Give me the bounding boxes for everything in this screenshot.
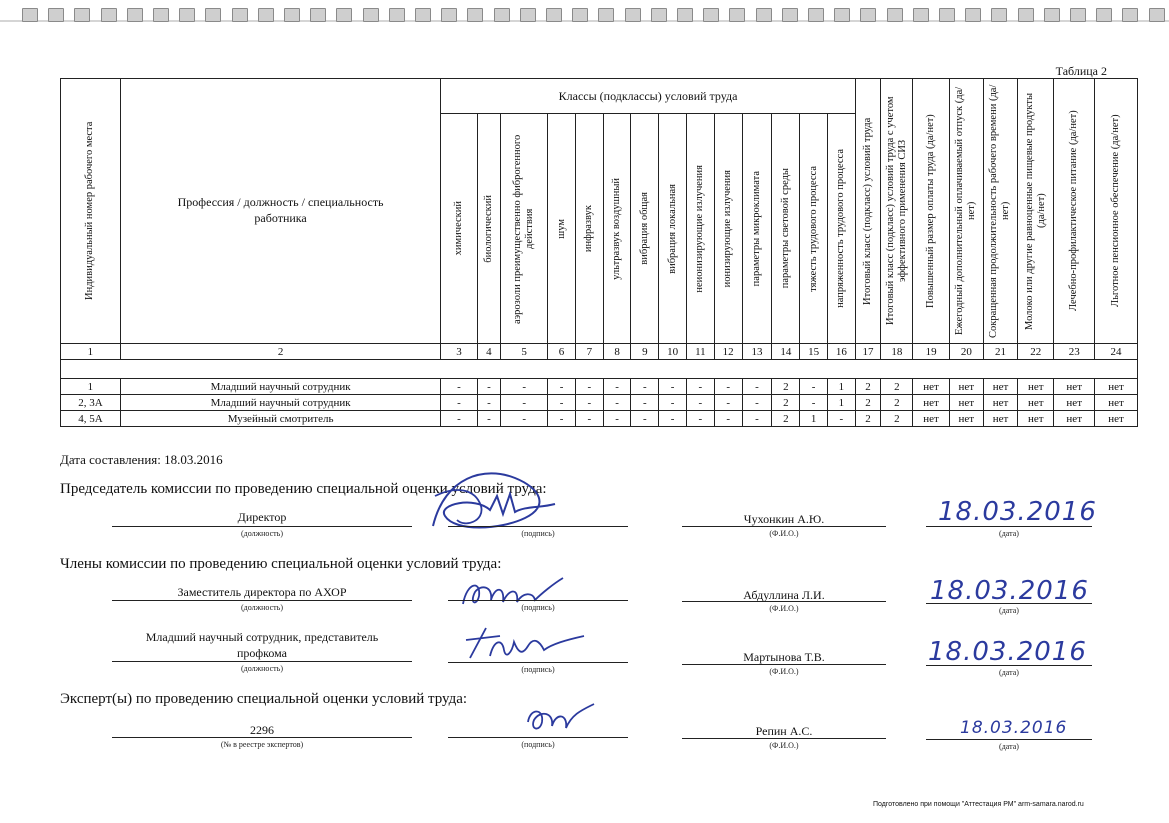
table-cell: - [575, 411, 603, 427]
member-2-position-line2: профкома [236, 646, 288, 660]
column-number: 16 [827, 344, 855, 360]
binder-strip [0, 0, 1169, 30]
table-cell: нет [1054, 395, 1095, 411]
column-number: 6 [548, 344, 576, 360]
header-extra-leave: Ежегодный дополнительный оплачиваемый отпуск (да/ нет) [949, 79, 983, 344]
table-cell: - [631, 395, 659, 411]
table-row [61, 411, 1138, 427]
table-cell: нет [1095, 379, 1138, 395]
binder-hole [913, 8, 929, 22]
table-cell: - [687, 411, 715, 427]
column-number: 9 [631, 344, 659, 360]
member-1-name-caption: (Ф.И.О.) [769, 604, 799, 613]
header-factor-severity: тяжесть трудового процесса [800, 114, 828, 344]
table-cell: нет [983, 411, 1017, 427]
header-final-class: Итоговый класс (подкласс) условий труда [855, 79, 881, 344]
chairman-signature-caption: (подпись) [521, 529, 555, 538]
binder-hole [1149, 8, 1165, 22]
table-cell: - [603, 411, 631, 427]
table-cell: 2 [772, 379, 800, 395]
table-cell: - [742, 379, 772, 395]
column-number: 4 [477, 344, 501, 360]
expert-name-caption: (Ф.И.О.) [769, 741, 799, 750]
expert-registry-line [112, 737, 412, 738]
table-cell: - [714, 395, 742, 411]
binder-hole [1096, 8, 1112, 22]
member-1-signature-caption: (подпись) [521, 603, 555, 612]
expert-registry-number: 2296 [250, 723, 274, 737]
table-cell: нет [1095, 411, 1138, 427]
profession-cell: Музейный смотритель [120, 411, 441, 427]
member-2-date-line [926, 665, 1092, 666]
header-factor-ultrasound: ультразвук воздушный [603, 114, 631, 344]
table-cell: 2 [881, 379, 913, 395]
table-cell: нет [913, 411, 949, 427]
table-cell: - [714, 379, 742, 395]
member-1-position-line [112, 600, 412, 601]
binder-hole [467, 8, 483, 22]
column-number: 2 [120, 344, 441, 360]
table-cell: - [659, 395, 687, 411]
table-cell: нет [913, 379, 949, 395]
table-cell: - [603, 379, 631, 395]
header-pension: Льготное пенсионное обеспечение (да/нет) [1095, 79, 1138, 344]
member-2-position-caption: (должность) [241, 664, 283, 673]
binder-hole [22, 8, 38, 22]
table-cell: - [687, 379, 715, 395]
member-2-position-line [112, 661, 412, 662]
header-final-class-siz: Итоговый класс (подкласс) условий труда с учетом эффективного применения СИЗ [881, 79, 913, 344]
binder-hole [336, 8, 352, 22]
table-cell: - [603, 395, 631, 411]
header-extra-pay: Повышенный размер оплаты труда (да/нет) [913, 79, 949, 344]
table-cell: 2 [855, 395, 881, 411]
table-cell: 2 [772, 395, 800, 411]
table-cell: нет [949, 395, 983, 411]
table-cell: 1 [827, 395, 855, 411]
chairman-heading: Председатель комиссии по проведению специальной оценки условий труда: [60, 481, 547, 497]
table-cell: - [714, 411, 742, 427]
binder-hole [572, 8, 588, 22]
expert-date-caption: (дата) [999, 742, 1019, 751]
binder-hole [363, 8, 379, 22]
column-number: 19 [913, 344, 949, 360]
binder-hole [1122, 8, 1138, 22]
member-1-name-line [682, 601, 886, 602]
table-cell: - [548, 411, 576, 427]
chairman-position-caption: (должность) [241, 529, 283, 538]
column-number: 11 [687, 344, 715, 360]
header-factor-infrasound: инфразвук [575, 114, 603, 344]
binder-hole [389, 8, 405, 22]
column-number: 21 [983, 344, 1017, 360]
column-number: 3 [441, 344, 477, 360]
member-1-position-caption: (должность) [241, 603, 283, 612]
binder-hole [48, 8, 64, 22]
members-heading: Члены комиссии по проведению специальной оценки условий труда: [60, 556, 502, 572]
table-cell: - [631, 411, 659, 427]
table-cell: нет [1018, 379, 1054, 395]
header-milk: Молоко или другие равноценные пищевые продукты (да/нет) [1018, 79, 1054, 344]
column-number: 8 [603, 344, 631, 360]
chairman-name-caption: (Ф.И.О.) [769, 529, 799, 538]
software-footnote: Подготовлено при помощи "Аттестация РМ" arm-samara.narod.ru [873, 801, 1084, 808]
member-2-signature [460, 622, 590, 666]
expert-heading: Эксперт(ы) по проведению специальной оценки условий труда: [60, 691, 468, 707]
expert-date-line [926, 739, 1092, 740]
binder-hole [887, 8, 903, 22]
header-factor-intensity: напряженность трудового процесса [827, 114, 855, 344]
table-cell: 1 [800, 411, 828, 427]
workplace-number-cell: 1 [61, 379, 121, 395]
column-number: 13 [742, 344, 772, 360]
table-cell: нет [1018, 395, 1054, 411]
attestation-table [60, 78, 1138, 427]
binder-hole [415, 8, 431, 22]
table-cell: - [800, 379, 828, 395]
chairman-date-caption: (дата) [999, 529, 1019, 538]
column-number: 5 [501, 344, 548, 360]
expert-date: 18.03.2016 [960, 718, 1068, 738]
header-factor-vibration-local: вибрация локальная [659, 114, 687, 344]
table-row [61, 395, 1138, 411]
workplace-number-cell: 2, 3А [61, 395, 121, 411]
column-number: 15 [800, 344, 828, 360]
binder-hole [1044, 8, 1060, 22]
chairman-name: Чухонкин А.Ю. [743, 512, 825, 526]
header-factor-chemical: химический [441, 114, 477, 344]
table-cell: нет [1018, 411, 1054, 427]
expert-name: Репин А.С. [755, 724, 813, 738]
header-factor-vibration-general: вибрация общая [631, 114, 659, 344]
table-cell: нет [983, 395, 1017, 411]
binder-hole [625, 8, 641, 22]
table-cell: - [800, 395, 828, 411]
member-2-signature-line [448, 662, 628, 663]
member-2-name-line [682, 664, 886, 665]
binder-hole [310, 8, 326, 22]
column-number-row [61, 344, 1138, 360]
table-cell: - [477, 379, 501, 395]
workplace-number-cell: 4, 5А [61, 411, 121, 427]
table-cell: - [501, 379, 548, 395]
binder-hole [284, 8, 300, 22]
binder-hole [205, 8, 221, 22]
table-cell: нет [983, 379, 1017, 395]
table-cell: - [742, 411, 772, 427]
table-cell: - [659, 379, 687, 395]
column-number: 23 [1054, 344, 1095, 360]
member-1-name: Абдуллина Л.И. [743, 588, 825, 602]
member-1-date-caption: (дата) [999, 606, 1019, 615]
expert-registry-caption: (№ в реестре экспертов) [220, 740, 304, 749]
table-cell: нет [913, 395, 949, 411]
table-cell: нет [949, 411, 983, 427]
column-number: 10 [659, 344, 687, 360]
blank-row [61, 360, 1138, 379]
table-cell: 2 [772, 411, 800, 427]
binder-hole [834, 8, 850, 22]
header-factor-microclimate: параметры микроклимата [742, 114, 772, 344]
binder-hole [965, 8, 981, 22]
table-cell: - [501, 411, 548, 427]
binder-hole [179, 8, 195, 22]
table-cell: нет [1054, 379, 1095, 395]
member-2-date: 18.03.2016 [928, 637, 1087, 667]
expert-signature-line [448, 737, 628, 738]
column-number: 18 [881, 344, 913, 360]
binder-hole [74, 8, 90, 22]
expert-name-line [682, 738, 886, 739]
binder-hole [677, 8, 693, 22]
table-cell: 1 [827, 379, 855, 395]
member-2-signature-caption: (подпись) [521, 665, 555, 674]
compilation-date: Дата составления: 18.03.2016 [60, 452, 223, 467]
binder-hole [756, 8, 772, 22]
header-workplace-number: Индивидуальный номер рабочего места [61, 79, 121, 344]
member-2-name-caption: (Ф.И.О.) [769, 667, 799, 676]
member-2-date-caption: (дата) [999, 668, 1019, 677]
member-2-position-line1: Младший научный сотрудник, представитель [145, 630, 379, 644]
binder-hole [991, 8, 1007, 22]
header-profession: Профессия / должность / специальность работника [120, 79, 441, 344]
member-1-position: Заместитель директора по АХОР [177, 585, 347, 599]
column-number: 1 [61, 344, 121, 360]
table-cell: - [441, 411, 477, 427]
member-1-signature-line [448, 600, 628, 601]
column-number: 24 [1095, 344, 1138, 360]
binder-hole [729, 8, 745, 22]
table-cell: - [742, 395, 772, 411]
profession-cell: Младший научный сотрудник [120, 379, 441, 395]
header-factor-ionizing: ионизирующие излучения [714, 114, 742, 344]
table-cell: нет [1054, 411, 1095, 427]
chairman-date: 18.03.2016 [938, 497, 1097, 527]
column-number: 22 [1018, 344, 1054, 360]
table-cell: нет [949, 379, 983, 395]
chairman-position-line [112, 526, 412, 527]
table-cell: - [687, 395, 715, 411]
binder-hole [598, 8, 614, 22]
binder-hole [232, 8, 248, 22]
binder-hole [153, 8, 169, 22]
table-cell: 2 [881, 395, 913, 411]
header-factor-noise: шум [548, 114, 576, 344]
column-number: 17 [855, 344, 881, 360]
table-cell: - [441, 379, 477, 395]
binder-hole [441, 8, 457, 22]
table-cell: - [477, 395, 501, 411]
table-cell: - [501, 395, 548, 411]
column-number: 7 [575, 344, 603, 360]
header-reduced-time: Сокращенная продолжительность рабочего времени (да/нет) [983, 79, 1017, 344]
chairman-date-line [926, 526, 1092, 527]
binder-hole [703, 8, 719, 22]
member-1-date: 18.03.2016 [930, 576, 1089, 606]
table-cell: - [548, 395, 576, 411]
binder-hole [782, 8, 798, 22]
chairman-position: Директор [237, 510, 287, 524]
table-cell: 2 [855, 379, 881, 395]
table-cell: - [659, 411, 687, 427]
header-classes-group: Классы (подклассы) условий труда [441, 79, 855, 114]
table-cell: - [827, 411, 855, 427]
binder-hole [101, 8, 117, 22]
header-factor-biological: биологический [477, 114, 501, 344]
binder-hole [546, 8, 562, 22]
chairman-signature-line [448, 526, 628, 527]
member-2-name: Мартынова Т.В. [743, 650, 825, 664]
member-1-date-line [926, 603, 1092, 604]
binder-hole [939, 8, 955, 22]
expert-signature [520, 700, 600, 740]
table-cell: - [477, 411, 501, 427]
column-number: 12 [714, 344, 742, 360]
table-row [61, 379, 1138, 395]
column-number: 20 [949, 344, 983, 360]
binder-hole [651, 8, 667, 22]
header-factor-light: параметры световой среды [772, 114, 800, 344]
column-number: 14 [772, 344, 800, 360]
table-cell: - [441, 395, 477, 411]
binder-hole [258, 8, 274, 22]
binder-hole [127, 8, 143, 22]
profession-cell: Младший научный сотрудник [120, 395, 441, 411]
binder-hole [494, 8, 510, 22]
header-factor-aerosols: аэрозоли преимущественно фиброгенного действия [501, 114, 548, 344]
table-cell: - [548, 379, 576, 395]
table-cell: нет [1095, 395, 1138, 411]
header-nutrition: Лечебно-профилактическое питание (да/нет) [1054, 79, 1095, 344]
table-cell: - [631, 379, 659, 395]
header-factor-nonionizing: неионизирующие излучения [687, 114, 715, 344]
expert-signature-caption: (подпись) [521, 740, 555, 749]
chairman-name-line [682, 526, 886, 527]
binder-hole [808, 8, 824, 22]
binder-hole [860, 8, 876, 22]
table-cell: 2 [855, 411, 881, 427]
binder-hole [1018, 8, 1034, 22]
table-cell: - [575, 395, 603, 411]
binder-hole [1070, 8, 1086, 22]
binder-hole [520, 8, 536, 22]
table-cell: - [575, 379, 603, 395]
table-caption: Таблица 2 [1055, 64, 1107, 78]
table-cell: 2 [881, 411, 913, 427]
